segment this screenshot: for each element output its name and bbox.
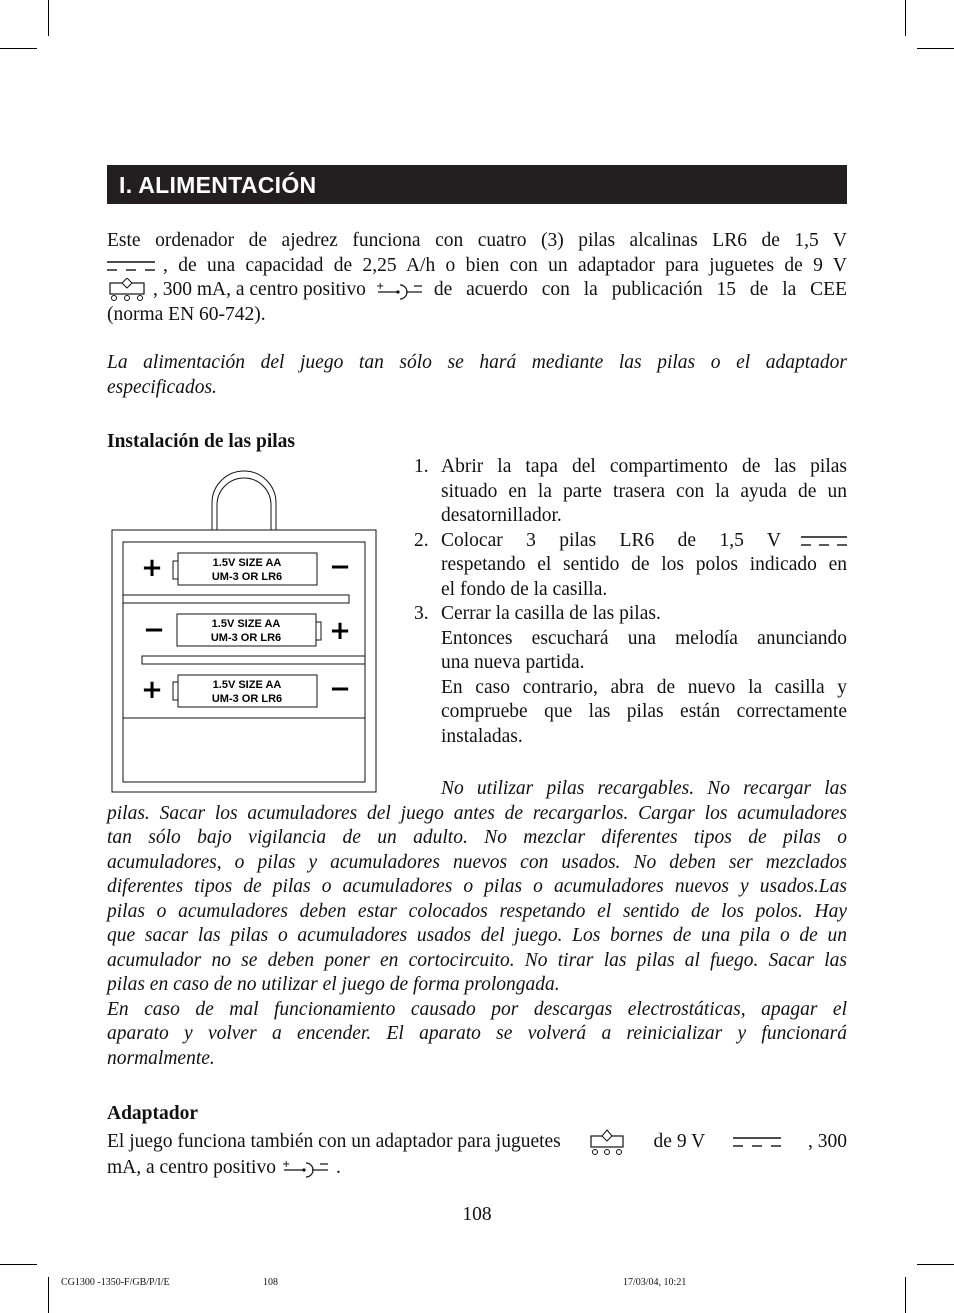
esd-line: En caso de mal funcionamiento causado por descargas electrostáticas, apagar el (107, 998, 847, 1020)
warning-line: diferentes tipos de pilas o acumuladores o pilas o acumuladores nuevos y usados.Las (107, 876, 847, 897)
battery-compartment-diagram (111, 468, 381, 794)
battery-slot-1 (141, 552, 351, 585)
intro-paragraph (107, 229, 847, 327)
intro-line: (norma EN 60-742). (107, 303, 266, 325)
warning-line: acumulador no se deben poner en cortocircuito. No tirar las pilas al fuego. Sacar las (107, 949, 847, 971)
battery-warning (441, 777, 847, 802)
esd-line: aparato y volver a encender. El aparato se volverá a reinicializar y funcionará (107, 1023, 847, 1044)
adapter-line-text: , 300 (807, 1130, 847, 1152)
toy-transformer-icon (107, 278, 147, 302)
minus-sign: − (329, 552, 351, 582)
warning-line: pilas en caso de no utilizar el juego de forma prolongada. (107, 974, 560, 995)
install-step-2 (414, 529, 847, 603)
crop-mark (905, 0, 906, 36)
minus-sign: − (143, 615, 165, 645)
adapter-line (107, 1156, 847, 1181)
intro-line (107, 254, 847, 279)
crop-mark (917, 1264, 954, 1265)
intro-line-text: , de una capacidad de 2,25 A/h o bien con un adaptador para juguetes de 9 V (163, 254, 847, 276)
intro-line: Este ordenador de ajedrez funciona con cuatro (3) pilas alcalinas LR6 de 1,5 V (107, 230, 847, 251)
step-line: compruebe que las pilas están correctamente (441, 701, 847, 722)
plus-sign: + (329, 616, 351, 646)
adapter-paragraph (107, 1128, 847, 1181)
plus-sign: + (141, 675, 163, 705)
install-steps (414, 455, 847, 749)
crop-mark (917, 48, 954, 49)
step-line (441, 529, 847, 554)
step-number: 1. (414, 456, 429, 477)
dc-symbol-icon (801, 534, 847, 548)
step-line: respetando el sentido de los polos indicado en (441, 554, 847, 575)
footer-left: CG1300 -1350-F/GB/P/I/E (61, 1277, 170, 1288)
minus-sign: − (329, 674, 351, 704)
footer-right: 17/03/04, 10:21 (623, 1277, 687, 1288)
install-heading: Instalación de las pilas (107, 431, 296, 452)
supply-warning-line: La alimentación del juego tan sólo se hará mediante las pilas o el adaptador (107, 352, 847, 373)
battery-slot-3 (141, 674, 351, 707)
section-header (107, 165, 847, 204)
step-number: 2. (414, 529, 429, 551)
battery-slot-2 (143, 614, 351, 646)
step-line: En caso contrario, abra de nuevo la casilla y (441, 676, 847, 698)
step-line: desatornillador. (441, 505, 562, 526)
battery-label: UM-3 OR LR6 (211, 693, 283, 705)
warning-line: No utilizar pilas recargables. No recargar las (441, 778, 847, 799)
step-line-text: Colocar 3 pilas LR6 de 1,5 V (441, 529, 781, 551)
section-title: I. ALIMENTACIÓN (119, 172, 317, 198)
supply-warning (107, 351, 847, 400)
center-positive-icon (376, 280, 426, 300)
adapter-line-text: El juego funciona también con un adaptador para juguetes (107, 1130, 561, 1152)
step-line: Abrir la tapa del compartimento de las pilas (441, 456, 847, 477)
battery-warning-cont (107, 802, 847, 1072)
warning-line: que sacar las pilas o acumuladores usados del juego. Los bornes de una pila o de un (107, 925, 847, 946)
battery-label: 1.5V SIZE AA (212, 679, 282, 691)
adapter-line-text: . (335, 1157, 341, 1178)
plus-sign: + (141, 553, 163, 583)
crop-mark (48, 1277, 49, 1313)
svg-text:+: + (375, 281, 385, 293)
dc-symbol-icon (107, 259, 157, 273)
footer-mid: 108 (263, 1277, 278, 1288)
svg-text:+: + (281, 1159, 291, 1171)
step-line: Entonces escuchará una melodía anunciando (441, 627, 847, 649)
adapter-heading: Adaptador (107, 1103, 199, 1124)
install-step-3 (414, 602, 847, 749)
esd-line: normalmente. (107, 1047, 215, 1069)
dc-symbol-icon (733, 1135, 781, 1149)
step-line: situado en la parte trasera con la ayuda de un (441, 480, 847, 502)
step-line: instaladas. (441, 725, 523, 747)
crop-mark (905, 1277, 906, 1313)
adapter-line-text: mA, a centro positivo (107, 1157, 276, 1178)
install-step-1 (414, 455, 847, 529)
supply-warning-line: especificados. (107, 376, 217, 398)
toy-transformer-icon (588, 1128, 626, 1156)
adapter-line (107, 1128, 847, 1156)
warning-line: tan sólo bajo vigilancia de un adulto. No mezclar diferentes tipos de pilas o (107, 827, 847, 848)
intro-line-text: , 300 mA, a centro positivo (153, 279, 366, 300)
center-positive-icon (282, 1158, 332, 1178)
crop-mark (0, 48, 37, 49)
step-number: 3. (414, 603, 429, 624)
battery-label: UM-3 OR LR6 (210, 632, 282, 644)
battery-label: 1.5V SIZE AA (212, 557, 282, 569)
warning-line: pilas o acumuladores deben estar colocados respetando el sentido de los polos. Hay (107, 900, 847, 922)
step-line: Cerrar la casilla de las pilas. (441, 603, 661, 624)
intro-line-text: de acuerdo con la publicación 15 de la CEE (433, 279, 847, 300)
battery-label: 1.5V SIZE AA (211, 618, 281, 630)
adapter-line-text: de 9 V (653, 1130, 706, 1152)
step-line: una nueva partida. (441, 652, 585, 673)
intro-line (107, 278, 847, 303)
step-line: el fondo de la casilla. (441, 578, 608, 600)
crop-mark (48, 0, 49, 36)
warning-line: acumuladores, o pilas y acumuladores nuevos con usados. No deben ser mezclados (107, 851, 847, 873)
crop-mark (0, 1264, 37, 1265)
page-number: 108 (462, 1204, 492, 1225)
warning-line: pilas. Sacar los acumuladores del juego antes de recargarlos. Cargar los acumuladores (107, 802, 847, 824)
battery-label: UM-3 OR LR6 (211, 571, 283, 583)
